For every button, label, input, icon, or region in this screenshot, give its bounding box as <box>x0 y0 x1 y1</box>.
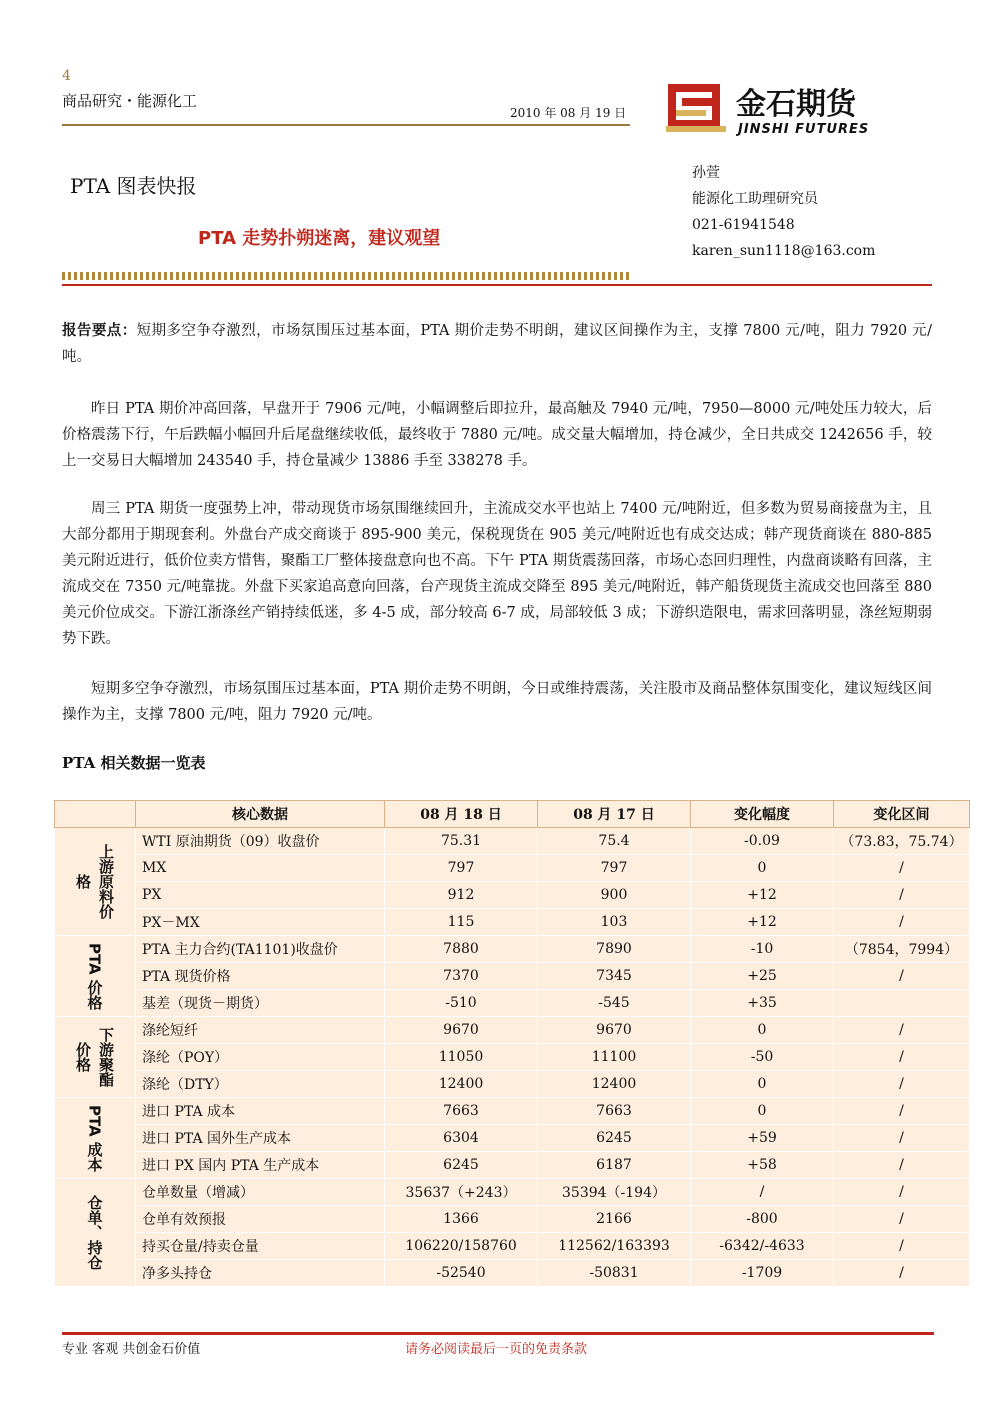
value-cell: 0 <box>691 1017 834 1044</box>
table-row <box>55 1152 970 1179</box>
header-divider <box>62 124 630 126</box>
header-cell: 核心数据 <box>136 801 385 828</box>
metric-name-cell: 涤纶短纤 <box>136 1017 385 1044</box>
value-cell: 0 <box>691 855 834 882</box>
metric-name-cell: 仓单数量（增减） <box>136 1179 385 1206</box>
category-label: 价格 <box>74 1042 92 1072</box>
value-cell: 7890 <box>538 936 691 963</box>
table-row <box>55 828 970 855</box>
section-label: 商品研究・能源化工 <box>62 92 198 110</box>
value-cell: -0.09 <box>691 828 834 855</box>
body-paragraph: 短期多空争夺激烈，市场氛围压过基本面，PTA 期价走势不明朗，今日或维持震荡，关注股市及商品整体氛围变化，建议短线区间操作为主，支撑 7800 元/吨，阻力 7920 元/吨。 <box>62 681 932 723</box>
table-row <box>55 1125 970 1152</box>
value-cell: 1366 <box>385 1206 538 1233</box>
metric-name-cell: PTA 主力合约(TA1101)收盘价 <box>136 936 385 963</box>
value-cell: 0 <box>691 1098 834 1125</box>
value-cell: 6245 <box>385 1152 538 1179</box>
metric-name-cell: WTI 原油期货（09）收盘价 <box>136 828 385 855</box>
value-cell: 12400 <box>538 1071 691 1098</box>
header-cell: 08 月 18 日 <box>385 801 538 828</box>
metric-name-cell: MX <box>136 855 385 882</box>
header-cell: 变化幅度 <box>691 801 834 828</box>
value-cell: 6187 <box>538 1152 691 1179</box>
value-cell: +25 <box>691 963 834 990</box>
category-cell <box>55 1098 136 1179</box>
value-cell: 912 <box>385 882 538 909</box>
metric-name-cell: 基差（现货－期货） <box>136 990 385 1017</box>
value-cell: -50831 <box>538 1260 691 1287</box>
metric-name-cell: 涤纶（POY） <box>136 1044 385 1071</box>
value-cell: / <box>834 1098 970 1125</box>
value-cell: 797 <box>385 855 538 882</box>
value-cell: 9670 <box>538 1017 691 1044</box>
header-cell-category <box>55 801 136 828</box>
category-cell <box>55 828 136 936</box>
body-paragraph: 周三 PTA 期货一度强势上冲，带动现货市场氛围继续回升，主流成交水平也站上 7400 元/吨附近，但多数为贸易商接盘为主，且大部分都用于期现套利。外盘台产成交商谈于 895-900 美元，保税现货在 905 美元/吨附近也有成交达成；韩产现货商谈在 880-885 美元附近进行，低价位卖方惜售，聚酯工厂整体接盘意向也不高。下午 PTA 期货震荡回落，市场心态回归理性，内盘商谈略有回落，主流成交在 7350 元/吨靠拢。外盘下买家追高意向回落，台产现货主流成交降至 895 美元/吨附近，韩产船货现货主流成交也回落至 880 美元价位成交。下游江浙涤丝产销持续低迷，多 4-5 成，部分较高 6-7 成，局部较低 3 成；下游织造限电，需求回落明显，涤丝短期弱势下跌。 <box>62 501 932 647</box>
value-cell: / <box>834 963 970 990</box>
header-cell: 08 月 17 日 <box>538 801 691 828</box>
headline: PTA 走势扑朔迷离，建议观望 <box>198 228 441 249</box>
table-row <box>55 1098 970 1125</box>
value-cell: （73.83，75.74） <box>834 828 970 855</box>
company-logo <box>666 80 906 138</box>
value-cell: -1709 <box>691 1260 834 1287</box>
table-row <box>55 882 970 909</box>
value-cell: 35394（-194） <box>538 1179 691 1206</box>
value-cell: 7663 <box>538 1098 691 1125</box>
value-cell: 7663 <box>385 1098 538 1125</box>
table-row <box>55 990 970 1017</box>
metric-name-cell: PX <box>136 882 385 909</box>
value-cell: 6245 <box>538 1125 691 1152</box>
value-cell: -50 <box>691 1044 834 1071</box>
value-cell: -510 <box>385 990 538 1017</box>
header-cell: 变化区间 <box>834 801 970 828</box>
table-row <box>55 1260 970 1287</box>
value-cell: / <box>834 1017 970 1044</box>
author-phone: 021-61941548 <box>692 217 795 233</box>
table-row <box>55 1206 970 1233</box>
metric-name-cell: PX－MX <box>136 909 385 936</box>
page-number: 4 <box>62 68 71 84</box>
value-cell: -800 <box>691 1206 834 1233</box>
summary-paragraph <box>62 318 932 370</box>
author-name: 孙萱 <box>692 165 720 181</box>
value-cell: 11100 <box>538 1044 691 1071</box>
value-cell: 6304 <box>385 1125 538 1152</box>
value-cell: 12400 <box>385 1071 538 1098</box>
value-cell: +58 <box>691 1152 834 1179</box>
metric-name-cell: 进口 PTA 国外生产成本 <box>136 1125 385 1152</box>
value-cell: 9670 <box>385 1017 538 1044</box>
value-cell: 900 <box>538 882 691 909</box>
value-cell: / <box>834 1179 970 1206</box>
value-cell: （7854，7994） <box>834 936 970 963</box>
value-cell: 75.4 <box>538 828 691 855</box>
table-row <box>55 1071 970 1098</box>
category-label: 仓单、持仓 <box>85 1195 104 1270</box>
value-cell: 115 <box>385 909 538 936</box>
category-cell <box>55 1017 136 1098</box>
category-label: 格 <box>74 874 92 889</box>
table-row <box>55 1044 970 1071</box>
author-email[interactable]: karen_sun1118@163.com <box>692 243 876 259</box>
category-cell <box>55 1179 136 1287</box>
value-cell: / <box>834 882 970 909</box>
value-cell: / <box>834 1044 970 1071</box>
value-cell: +35 <box>691 990 834 1017</box>
logo-text-cn: 金石期货 <box>736 87 856 122</box>
value-cell: / <box>834 1152 970 1179</box>
value-cell: +59 <box>691 1125 834 1152</box>
footer-divider <box>62 1332 934 1335</box>
summary-text: 短期多空争夺激烈，市场氛围压过基本面，PTA 期价走势不明朗，建议区间操作为主，支撑 7800 元/吨，阻力 7920 元/吨。 <box>62 323 932 365</box>
logo-text-en: JINSHI FUTURES <box>738 122 870 137</box>
footer-slogan: 专业 客观 共创金石价值 <box>62 1342 201 1357</box>
category-label: 上游原料价 <box>97 844 115 919</box>
author-role: 能源化工助理研究员 <box>692 191 818 207</box>
table-row <box>55 1017 970 1044</box>
category-label: PTA 成本 <box>85 1104 104 1172</box>
value-cell: 2166 <box>538 1206 691 1233</box>
value-cell: / <box>834 1125 970 1152</box>
metric-name-cell: 涤纶（DTY） <box>136 1071 385 1098</box>
table-row <box>55 936 970 963</box>
table-row <box>55 1179 970 1206</box>
value-cell: 7880 <box>385 936 538 963</box>
metric-name-cell: 进口 PX 国内 PTA 生产成本 <box>136 1152 385 1179</box>
report-date: 2010 年 08 月 19 日 <box>510 106 627 120</box>
body-paragraph: 昨日 PTA 期价冲高回落，早盘开于 7906 元/吨，小幅调整后即拉升，最高触及 7940 元/吨，7950—8000 元/吨处压力较大，后价格震荡下行，午后跌幅小幅回升后尾盘继续收低，最终收于 7880 元/吨。成交量大幅增加，持仓减少，全日共成交 1242656 手，较上一交易日大幅增加 243540 手，持仓量减少 13886 手至 338278 手。 <box>62 401 932 469</box>
value-cell: / <box>834 1260 970 1287</box>
category-cell <box>55 936 136 1017</box>
value-cell: 11050 <box>385 1044 538 1071</box>
decorative-border <box>62 272 630 280</box>
value-cell: / <box>834 1233 970 1260</box>
value-cell: +12 <box>691 909 834 936</box>
value-cell: 35637（+243） <box>385 1179 538 1206</box>
metric-name-cell: PTA 现货价格 <box>136 963 385 990</box>
metric-name-cell: 持买仓量/持卖仓量 <box>136 1233 385 1260</box>
value-cell: 106220/158760 <box>385 1233 538 1260</box>
value-cell: +12 <box>691 882 834 909</box>
footer-disclaimer: 请务必阅读最后一页的免责条款 <box>405 1342 588 1357</box>
value-cell: / <box>834 855 970 882</box>
value-cell: -52540 <box>385 1260 538 1287</box>
summary-label: 报告要点： <box>62 322 137 339</box>
value-cell: / <box>834 909 970 936</box>
value-cell <box>834 990 970 1017</box>
title-divider <box>62 284 932 286</box>
value-cell: / <box>834 1206 970 1233</box>
category-label: PTA 价格 <box>85 942 104 1010</box>
table-title: PTA 相关数据一览表 <box>62 754 206 772</box>
category-label: 下游聚酯 <box>97 1027 115 1087</box>
value-cell: -545 <box>538 990 691 1017</box>
document-type: PTA 图表快报 <box>70 174 197 198</box>
metric-name-cell: 净多头持仓 <box>136 1260 385 1287</box>
value-cell: -10 <box>691 936 834 963</box>
value-cell: 7370 <box>385 963 538 990</box>
value-cell: -6342/-4633 <box>691 1233 834 1260</box>
value-cell: 103 <box>538 909 691 936</box>
value-cell: 797 <box>538 855 691 882</box>
table-row <box>55 909 970 936</box>
metric-name-cell: 进口 PTA 成本 <box>136 1098 385 1125</box>
value-cell: / <box>691 1179 834 1206</box>
value-cell: 75.31 <box>385 828 538 855</box>
table-row <box>55 855 970 882</box>
value-cell: 112562/163393 <box>538 1233 691 1260</box>
table-row <box>55 963 970 990</box>
metric-name-cell: 仓单有效预报 <box>136 1206 385 1233</box>
value-cell: 7345 <box>538 963 691 990</box>
table-header-row <box>55 801 970 828</box>
value-cell: 0 <box>691 1071 834 1098</box>
pta-data-table <box>54 800 970 1287</box>
value-cell: / <box>834 1071 970 1098</box>
author-block <box>692 160 875 264</box>
table-row <box>55 1233 970 1260</box>
